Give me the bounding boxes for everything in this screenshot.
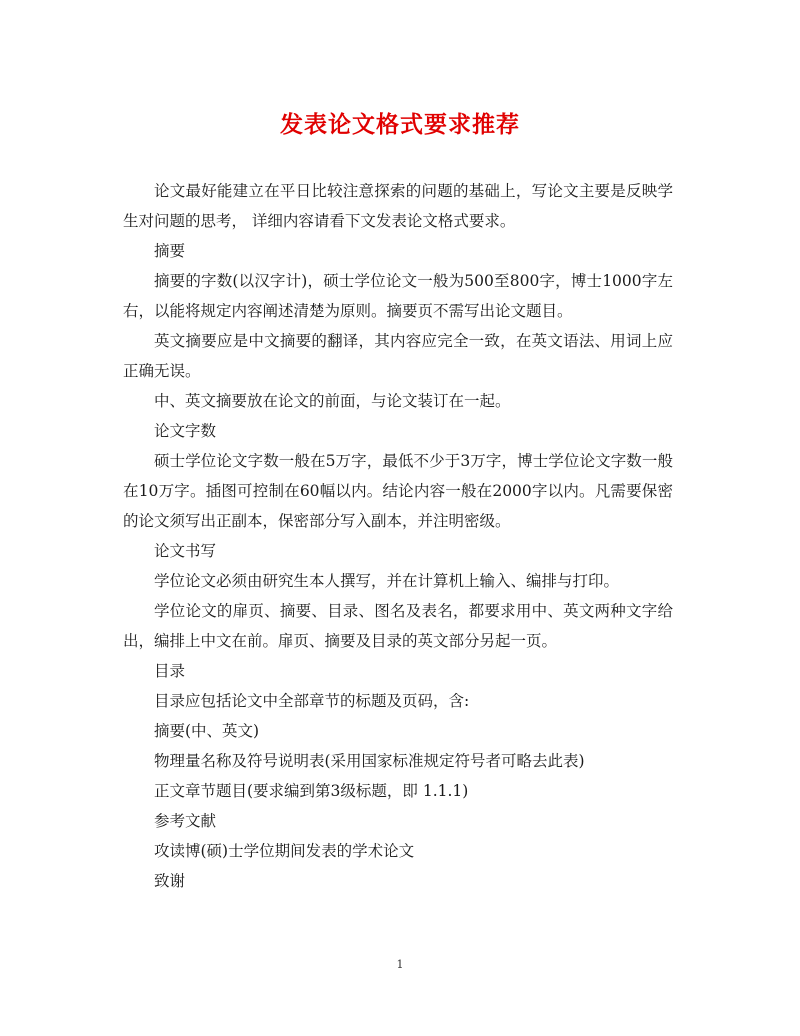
section-heading-writing: 论文书写 <box>154 542 217 560</box>
section-heading-contents: 目录 <box>154 662 186 680</box>
intro-paragraph: 论文最好能建立在平日比较注意探索的问题的基础上，写论文主要是反映学生对问题的思考， 详细内容请看下文发表论文格式要求。 <box>123 182 673 230</box>
document-body <box>123 176 673 896</box>
contents-item-acknowledgements: 致谢 <box>154 872 186 890</box>
english-abstract-paragraph: 英文摘要应是中文摘要的翻译，其内容应完全一致，在英文语法、用词上应正确无误。 <box>123 332 673 380</box>
section-heading-word-count: 论文字数 <box>154 422 217 440</box>
contents-item-symbols: 物理量名称及符号说明表(采用国家标准规定符号者可略去此表) <box>154 752 585 770</box>
contents-paragraph: 目录应包括论文中全部章节的标题及页码，含: <box>154 692 470 710</box>
abstract-placement-paragraph: 中、英文摘要放在论文的前面，与论文装订在一起。 <box>154 392 511 410</box>
page-number: 1 <box>396 958 404 971</box>
contents-item-chapters: 正文章节题目(要求编到第3级标题，即 1.1.1) <box>154 782 469 800</box>
section-heading-abstract: 摘要 <box>154 242 186 260</box>
contents-item-references: 参考文献 <box>154 812 217 830</box>
contents-item-abstract: 摘要(中、英文) <box>154 722 260 740</box>
abstract-length-paragraph: 摘要的字数(以汉字计)，硕士学位论文一般为500至800字，博士1000字左右，以能将规定内容阐述清楚为原则。摘要页不需写出论文题目。 <box>123 272 673 320</box>
bilingual-paragraph: 学位论文的扉页、摘要、目录、图名及表名，都要求用中、英文两种文字给出，编排上中文在前。扉页、摘要及目录的英文部分另起一页。 <box>123 602 673 650</box>
contents-item-publications: 攻读博(硕)士学位期间发表的学术论文 <box>154 842 415 860</box>
word-count-paragraph: 硕士学位论文字数一般在5万字，最低不少于3万字，博士学位论文字数一般在10万字。插图可控制在60幅以内。结论内容一般在2000字以内。凡需要保密的论文须写出正副本，保密部分写入副本，并注明密级。 <box>123 452 673 530</box>
writing-paragraph: 学位论文必须由研究生本人撰写，并在计算机上输入、编排与打印。 <box>154 572 620 590</box>
document-title: 发表论文格式要求推荐 <box>280 111 520 138</box>
